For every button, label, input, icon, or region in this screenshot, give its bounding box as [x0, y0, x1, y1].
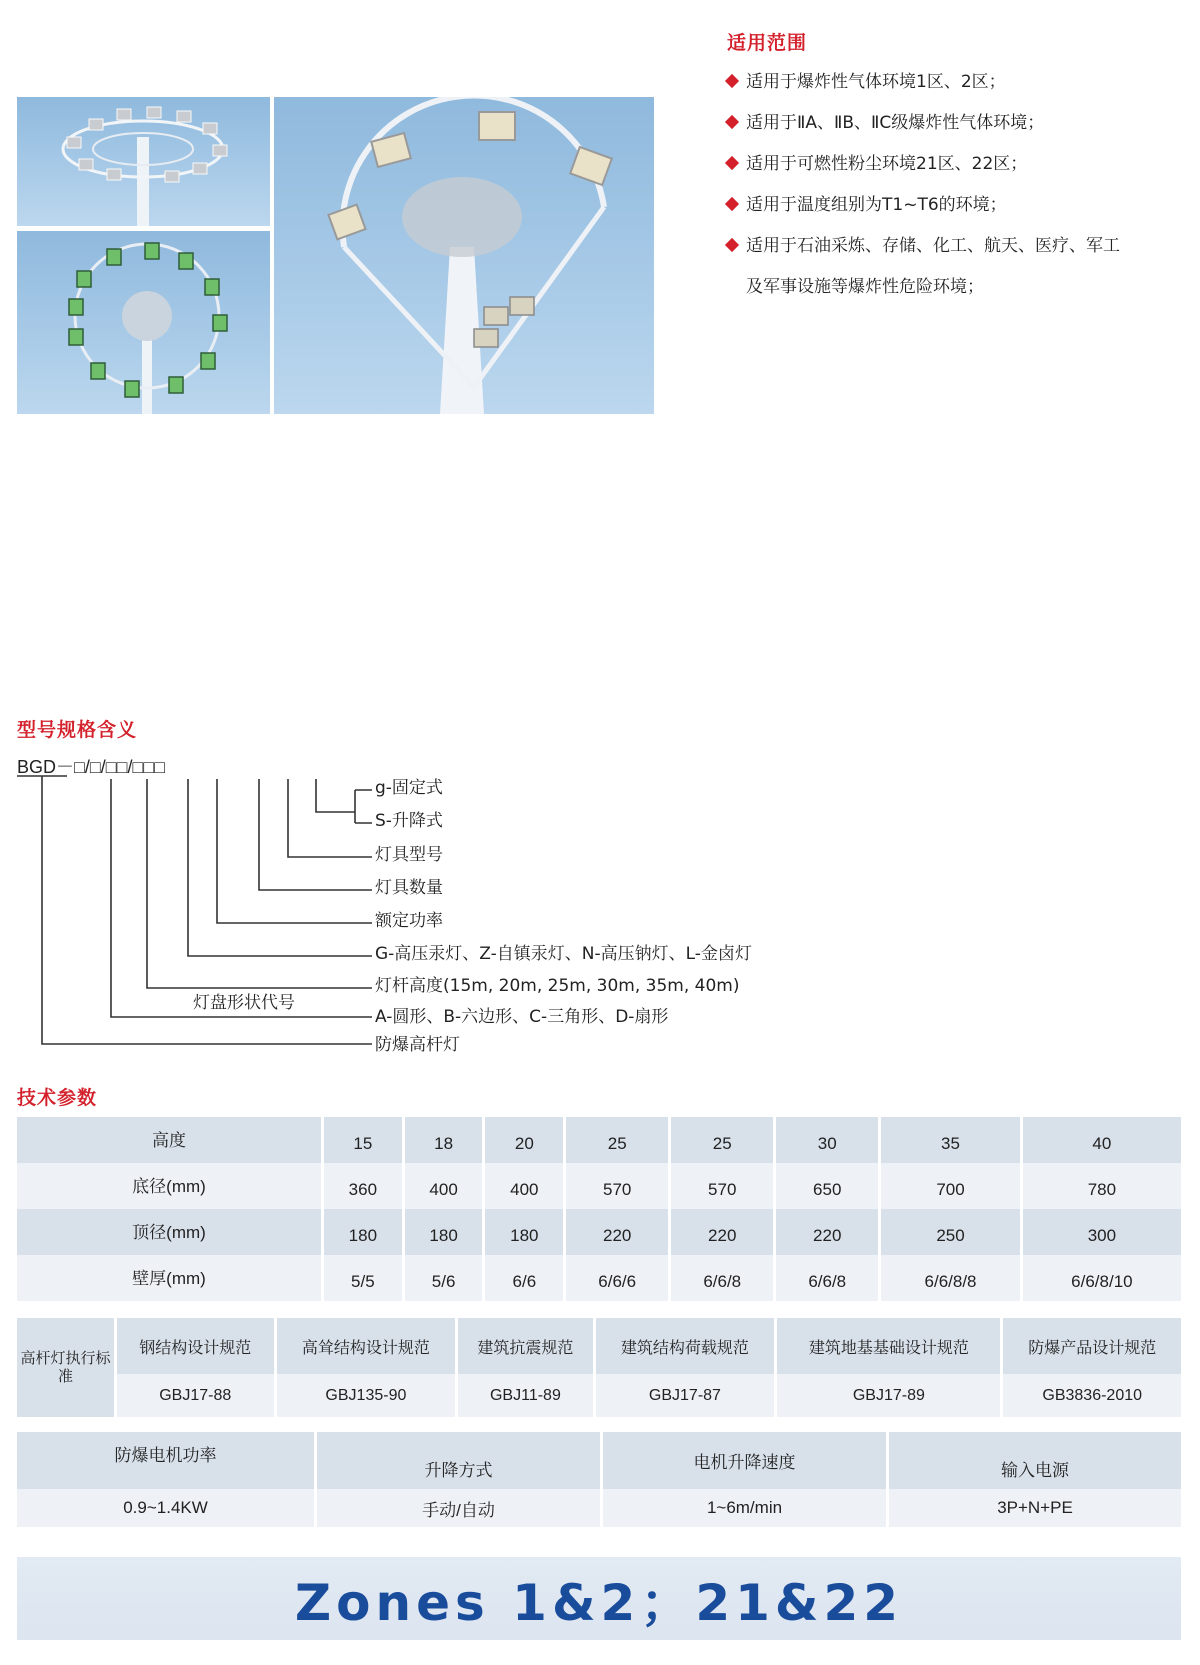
motor-header: 升降方式: [317, 1432, 603, 1489]
row-label: 底径(mm): [17, 1163, 324, 1209]
cell: 220: [671, 1209, 776, 1255]
scope-title: 适用范围: [727, 32, 808, 54]
photo-lamp-ring-lit: [17, 231, 270, 414]
table-row: [17, 1209, 1181, 1255]
label-disk-code: 灯盘形状代号: [193, 993, 295, 1013]
table-row: [17, 1432, 1181, 1489]
standards-row-head: 高杆灯执行标准: [17, 1318, 117, 1417]
label-fixed: g-固定式: [375, 778, 443, 798]
cell: 180: [324, 1209, 405, 1255]
cell: 400: [405, 1163, 486, 1209]
table-row: [17, 1255, 1181, 1301]
cell: 6/6: [485, 1255, 566, 1301]
photo-lamp-fan-shaped: [274, 97, 654, 414]
cell: 6/6/6: [566, 1255, 671, 1301]
label-disk-shapes: A-圆形、B-六边形、C-三角形、D-扇形: [375, 1007, 669, 1027]
model-code: BGD－□/□/□□/□□□: [17, 757, 166, 777]
cell: 15: [324, 1117, 405, 1163]
cell: 40: [1023, 1117, 1181, 1163]
cell: 6/6/8/8: [881, 1255, 1023, 1301]
params-title: 技术参数: [17, 1087, 98, 1109]
motor-header: 输入电源: [889, 1432, 1181, 1489]
scope-item-continuation: 及军事设施等爆炸性危险环境；: [746, 277, 984, 297]
label-lift: S-升降式: [375, 811, 443, 831]
standard-code: GBJ17-89: [777, 1374, 1003, 1417]
label-pole-height: 灯杆高度(15m, 20m, 25m, 30m, 35m, 40m): [375, 976, 740, 996]
model-title: 型号规格含义: [17, 719, 138, 741]
diamond-bullet-icon: [725, 238, 739, 252]
standard-code: GBJ135-90: [277, 1374, 459, 1417]
table-row: [17, 1163, 1181, 1209]
cell: 180: [485, 1209, 566, 1255]
standard-code: GB3836-2010: [1003, 1374, 1181, 1417]
scope-item: [727, 195, 1197, 216]
cell: 250: [881, 1209, 1023, 1255]
scope-item-text: 适用于石油采炼、存储、化工、航天、医疗、军工: [746, 236, 1120, 256]
cell: 6/6/8/10: [1023, 1255, 1181, 1301]
motor-value: 0.9~1.4KW: [17, 1489, 317, 1527]
scope-list: [727, 72, 1197, 318]
diamond-bullet-icon: [725, 74, 739, 88]
standard-code: GBJ17-87: [596, 1374, 778, 1417]
scope-item-text: 适用于温度组别为T1~T6的环境；: [746, 195, 1007, 215]
cell: 25: [671, 1117, 776, 1163]
label-rated-power: 额定功率: [375, 911, 443, 931]
label-product: 防爆高杆灯: [375, 1035, 460, 1055]
table-row: [17, 1318, 1181, 1374]
cell: 570: [566, 1163, 671, 1209]
cell: 650: [776, 1163, 881, 1209]
standard-header: 建筑抗震规范: [458, 1318, 595, 1374]
standard-header: 高耸结构设计规范: [277, 1318, 459, 1374]
cell: 20: [485, 1117, 566, 1163]
table-row: [17, 1489, 1181, 1527]
label-lamp-count: 灯具数量: [375, 878, 443, 898]
scope-item: [727, 72, 1197, 93]
label-lamp-model: 灯具型号: [375, 845, 443, 865]
standard-code: GBJ17-88: [117, 1374, 277, 1417]
motor-value: 手动/自动: [317, 1489, 603, 1527]
high-mast-lit-illustration: [17, 231, 270, 414]
motor-value: 3P+N+PE: [889, 1489, 1181, 1527]
cell: 180: [405, 1209, 486, 1255]
label-lamp-type: G-高压汞灯、Z-自镇汞灯、N-高压钠灯、L-金卤灯: [375, 944, 752, 964]
cell: 5/5: [324, 1255, 405, 1301]
cell: 6/6/8: [776, 1255, 881, 1301]
motor-header: 防爆电机功率: [17, 1432, 317, 1489]
cell: 5/6: [405, 1255, 486, 1301]
row-label: 高度: [17, 1117, 324, 1163]
diamond-bullet-icon: [725, 115, 739, 129]
diamond-bullet-icon: [725, 156, 739, 170]
motor-header: 电机升降速度: [603, 1432, 889, 1489]
scope-item: [727, 154, 1197, 175]
cell: 780: [1023, 1163, 1181, 1209]
cell: 6/6/8: [671, 1255, 776, 1301]
cell: 400: [485, 1163, 566, 1209]
table-row: [17, 1374, 1181, 1417]
zones-text: Zones 1&2；21&22: [294, 1573, 904, 1632]
motor-value: 1~6m/min: [603, 1489, 889, 1527]
scope-item-text: 适用于可燃性粉尘环境21区、22区；: [746, 154, 1028, 174]
scope-item: [727, 113, 1197, 134]
high-mast-fan-illustration: [274, 97, 654, 414]
standard-header: 建筑结构荷载规范: [596, 1318, 778, 1374]
high-mast-ring-illustration: [17, 97, 270, 226]
standard-header: 钢结构设计规范: [117, 1318, 277, 1374]
cell: 220: [566, 1209, 671, 1255]
table-row: [17, 1117, 1181, 1163]
standard-code: GBJ11-89: [458, 1374, 595, 1417]
scope-item-text: 适用于爆炸性气体环境1区、2区；: [746, 72, 1006, 92]
cell: 300: [1023, 1209, 1181, 1255]
scope-item: [727, 236, 1197, 298]
cell: 360: [324, 1163, 405, 1209]
cell: 18: [405, 1117, 486, 1163]
cell: 30: [776, 1117, 881, 1163]
standard-header: 防爆产品设计规范: [1003, 1318, 1181, 1374]
cell: 700: [881, 1163, 1023, 1209]
cell: 570: [671, 1163, 776, 1209]
standard-header: 建筑地基基础设计规范: [777, 1318, 1003, 1374]
photo-lamp-ring-daytime: [17, 97, 270, 226]
standards-table: [17, 1318, 1181, 1417]
row-label: 壁厚(mm): [17, 1255, 324, 1301]
row-label: 顶径(mm): [17, 1209, 324, 1255]
scope-item-text: 适用于ⅡA、ⅡB、ⅡC级爆炸性气体环境；: [746, 113, 1045, 133]
cell: 220: [776, 1209, 881, 1255]
diamond-bullet-icon: [725, 197, 739, 211]
cell: 25: [566, 1117, 671, 1163]
zones-banner: [17, 1557, 1181, 1640]
motor-table: [17, 1432, 1181, 1527]
height-spec-table: [17, 1117, 1181, 1301]
cell: 35: [881, 1117, 1023, 1163]
